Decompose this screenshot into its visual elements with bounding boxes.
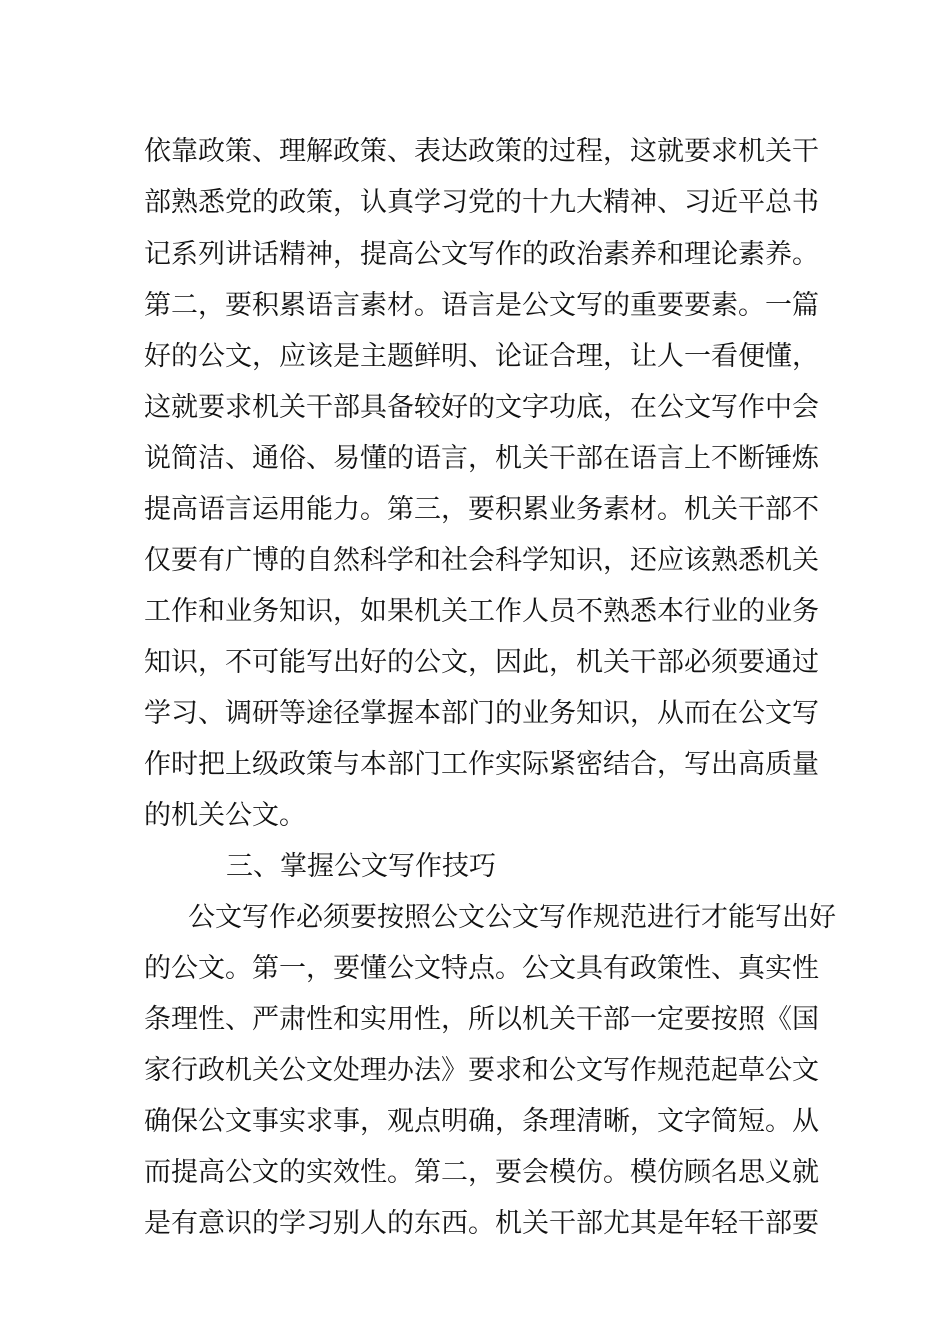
text-line: 学习、调研等途径掌握本部门的业务知识，从而在公文写 bbox=[144, 698, 819, 729]
text-line: 确保公文事实求事，观点明确，条理清晰，文字简短。从 bbox=[144, 1106, 819, 1137]
text-line: 的机关公文。 bbox=[144, 800, 306, 831]
text-line: 知识，不可能写出好的公文，因此，机关干部必须要通过 bbox=[144, 647, 819, 678]
section-heading: 三、掌握公文写作技巧 bbox=[226, 851, 496, 882]
text-line: 家行政机关公文处理办法》要求和公文写作规范起草公文 bbox=[144, 1055, 819, 1086]
text-line: 而提高公文的实效性。第二，要会模仿。模仿顾名思义就 bbox=[144, 1157, 819, 1188]
text-line: 工作和业务知识，如果机关工作人员不熟悉本行业的业务 bbox=[144, 596, 819, 627]
text-line: 依靠政策、理解政策、表达政策的过程，这就要求机关干 bbox=[144, 136, 819, 167]
text-line: 第二，要积累语言素材。语言是公文写的重要要素。一篇 bbox=[144, 290, 819, 321]
text-line: 提高语言运用能力。第三，要积累业务素材。机关干部不 bbox=[144, 494, 819, 525]
paragraph-first-line: 公文写作必须要按照公文公文写作规范进行才能写出好 bbox=[188, 902, 836, 933]
text-line: 好的公文，应该是主题鲜明、论证合理，让人一看便懂， bbox=[144, 341, 819, 372]
text-line: 部熟悉党的政策，认真学习党的十九大精神、习近平总书 bbox=[144, 187, 819, 218]
text-line: 仅要有广博的自然科学和社会科学知识，还应该熟悉机关 bbox=[144, 545, 819, 576]
text-line: 作时把上级政策与本部门工作实际紧密结合，写出高质量 bbox=[144, 749, 819, 780]
text-line: 这就要求机关干部具备较好的文字功底，在公文写作中会 bbox=[144, 392, 819, 423]
text-line: 的公文。第一，要懂公文特点。公文具有政策性、真实性 bbox=[144, 953, 819, 984]
text-line: 说简洁、通俗、易懂的语言，机关干部在语言上不断锤炼 bbox=[144, 443, 819, 474]
text-line: 条理性、严肃性和实用性，所以机关干部一定要按照《国 bbox=[144, 1004, 819, 1035]
text-line: 记系列讲话精神，提高公文写作的政治素养和理论素养。 bbox=[144, 239, 819, 270]
text-line: 是有意识的学习别人的东西。机关干部尤其是年轻干部要 bbox=[144, 1208, 819, 1239]
